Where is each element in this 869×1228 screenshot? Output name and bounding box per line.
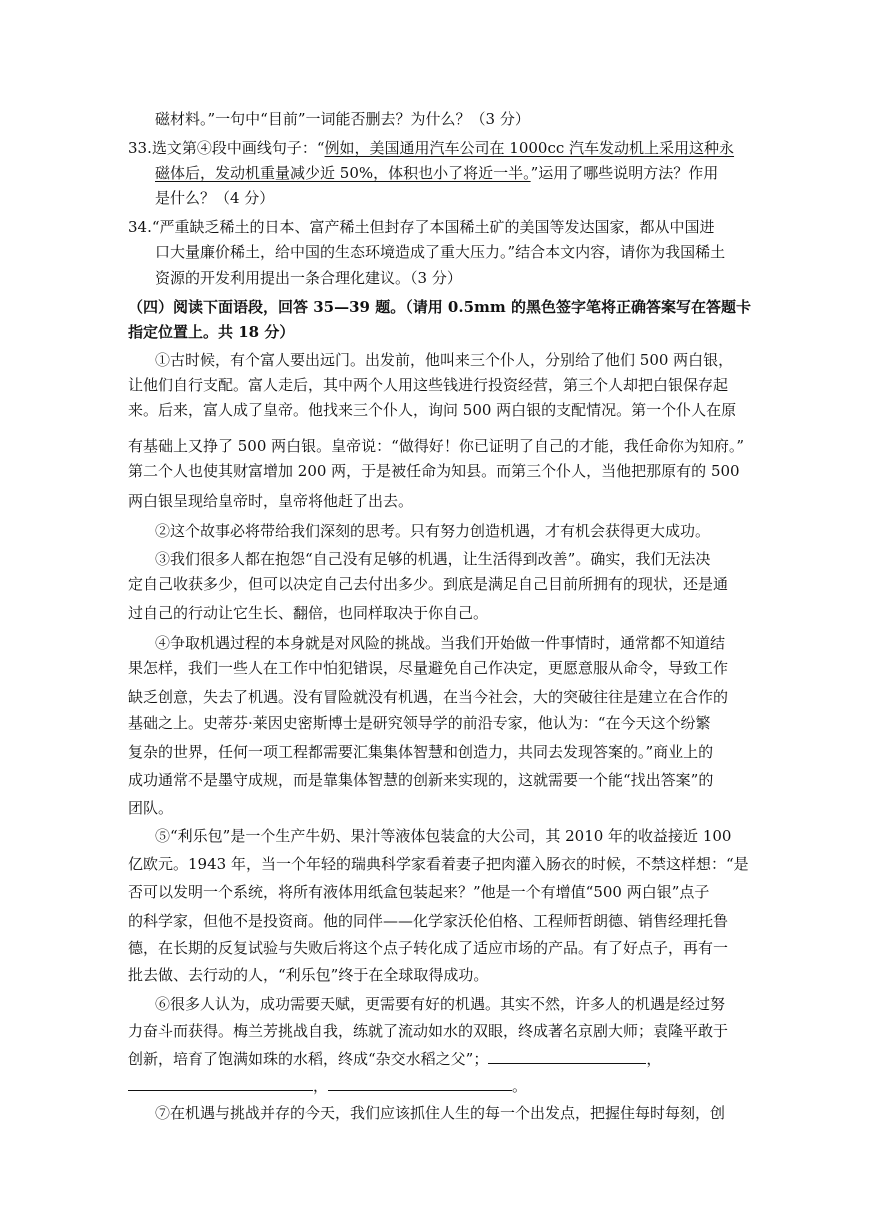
q34-line1: 34.“严重缺乏稀土的日本、富产稀土但封存了本国稀土矿的美国等发达国家，都从中国进 bbox=[128, 218, 715, 236]
q33-suffix: ”运用了哪些说明方法？作用 bbox=[530, 164, 719, 182]
blank-comma: ， bbox=[646, 1050, 662, 1068]
paragraph-4-line: 团队。 bbox=[128, 799, 174, 817]
paragraph-5-line: 否可以发明一个系统，将所有液体用纸盒包装起来？”他是一个有增值“500 两白银”点子 bbox=[128, 883, 710, 901]
paragraph-5-line: 批去做、去行动的人，“利乐包”终于在全球取得成功。 bbox=[128, 966, 489, 984]
q32-tail: 磁材料。”一句中“目前”一词能否删去？为什么？（3 分） bbox=[155, 110, 530, 128]
paragraph-1-line: 两白银呈现给皇帝时，皇帝将他赶了出去。 bbox=[128, 492, 414, 510]
q33-underlined-sentence-part1: 例如，美国通用汽车公司在 1000cc 汽车发动机上采用这种永 bbox=[324, 139, 735, 157]
paragraph-4-line: 复杂的世界，任何一项工程都需要汇集集体智慧和创造力，共同去发现答案的。”商业上的 bbox=[128, 743, 714, 761]
paragraph-6-line: ⑥很多人认为，成功需要天赋，更需要有好的机遇。其实不然，许多人的机遇是经过努 bbox=[155, 995, 726, 1013]
paragraph-6-text: 创新，培育了饱满如珠的水稻，终成“杂交水稻之父”； bbox=[128, 1050, 489, 1068]
paragraph-1-line: ①古时候，有个富人要出远门。出发前，他叫来三个仆人，分别给了他们 500 两白银， bbox=[155, 351, 734, 369]
blank-period: 。 bbox=[512, 1077, 528, 1095]
q33-number: 33. bbox=[128, 139, 152, 157]
paragraph-3-line: 过自己的行动让它生长、翻倍，也同样取决于你自己。 bbox=[128, 604, 489, 622]
answer-blank-1[interactable] bbox=[488, 1049, 646, 1064]
section-four-header-line1: （四）阅读下面语段，回答 35—39 题。（请用 0.5mm 的黑色签字笔将正确答案写在答题卡 bbox=[128, 298, 751, 316]
paragraph-2: ②这个故事必将带给我们深刻的思考。只有努力创造机遇，才有机会获得更大成功。 bbox=[155, 522, 711, 540]
paragraph-7-line: ⑦在机遇与挑战并存的今天，我们应该抓住人生的每一个出发点，把握住每时每刻，创 bbox=[155, 1104, 726, 1122]
paragraph-4-line: 成功通常不是墨守成规，而是靠集体智慧的创新来实现的，这就需要一个能“找出答案”的 bbox=[128, 771, 714, 789]
answer-blank-3[interactable] bbox=[328, 1076, 512, 1091]
paragraph-5-line: 的科学家，但他不是投资商。他的同伴——化学家沃伦伯格、工程师哲朗德、销售经理托鲁 bbox=[128, 912, 729, 930]
paragraph-6-line: 力奋斗而获得。梅兰芳挑战自我，练就了流动如水的双眼，终成著名京剧大师；袁隆平敢于 bbox=[128, 1022, 729, 1040]
paragraph-1-line: 让他们自行支配。富人走后，其中两个人用这些钱进行投资经营，第三个人却把白银保存起 bbox=[128, 376, 729, 394]
paragraph-1-line: 第二个人也使其财富增加 200 两，于是被任命为知县。而第三个仆人，当他把那原有的 500 bbox=[128, 462, 740, 480]
paragraph-6-line3 bbox=[128, 1049, 661, 1068]
q34-line2: 口大量廉价稀土，给中国的生态环境造成了重大压力。”结合本文内容，请你为我国稀土 bbox=[155, 243, 726, 261]
q33-line1 bbox=[128, 139, 734, 157]
paragraph-3-line: 定自己收获多少，但可以决定自己去付出多少。到底是满足自己目前所拥有的现状，还是通 bbox=[128, 575, 729, 593]
paragraph-6-line4 bbox=[128, 1076, 527, 1095]
section-four-header-line2: 指定位置上。共 18 分） bbox=[128, 323, 295, 341]
q33-underlined-sentence-part2: 磁体后，发动机重量减少近 50%，体积也小了将近一半。 bbox=[155, 164, 531, 182]
q33-line3: 是什么？（4 分） bbox=[155, 189, 275, 207]
q33-prefix: 选文第④段中画线句子：“ bbox=[151, 139, 325, 157]
paragraph-4-line: 基础之上。史蒂芬·莱因史密斯博士是研究领导学的前沿专家，他认为：“在今天这个纷繁 bbox=[128, 714, 711, 732]
q34-line3: 资源的开发利用提出一条合理化建议。（3 分） bbox=[155, 269, 462, 287]
paragraph-4-line: 果怎样，我们一些人在工作中怕犯错误，尽量避免自己作决定，更愿意服从命令，导致工作 bbox=[128, 659, 729, 677]
paragraph-5-line: 亿欧元。1943 年，当一个年轻的瑞典科学家看着妻子把肉灌入肠衣的时候，不禁这样想：“是 bbox=[128, 855, 749, 873]
paragraph-4-line: 缺乏创意，失去了机遇。没有冒险就没有机遇，在当今社会，大的突破往往是建立在合作的 bbox=[128, 688, 729, 706]
paragraph-3-line: ③我们很多人都在抱怨“自己没有足够的机遇，让生活得到改善”。确实，我们无法决 bbox=[155, 550, 711, 568]
paragraph-1-line: 有基础上又挣了 500 两白银。皇帝说：“做得好！你已证明了自己的才能，我任命你为知府。” bbox=[128, 437, 745, 455]
paragraph-1-line: 来。后来，富人成了皇帝。他找来三个仆人，询问 500 两白银的支配情况。第一个仆人在原 bbox=[128, 401, 737, 419]
answer-blank-2[interactable] bbox=[128, 1076, 313, 1091]
paragraph-4-line: ④争取机遇过程的本身就是对风险的挑战。当我们开始做一件事情时，通常都不知道结 bbox=[155, 634, 726, 652]
paragraph-5-line: 德，在长期的反复试验与失败后将这个点子转化成了适应市场的产品。有了好点子，再有一 bbox=[128, 939, 729, 957]
q33-line2 bbox=[155, 164, 718, 182]
blank-comma: ， bbox=[313, 1077, 329, 1095]
paragraph-5-line: ⑤“利乐包”是一个生产牛奶、果汁等液体包装盒的大公司，其 2010 年的收益接近 100 bbox=[155, 827, 732, 845]
